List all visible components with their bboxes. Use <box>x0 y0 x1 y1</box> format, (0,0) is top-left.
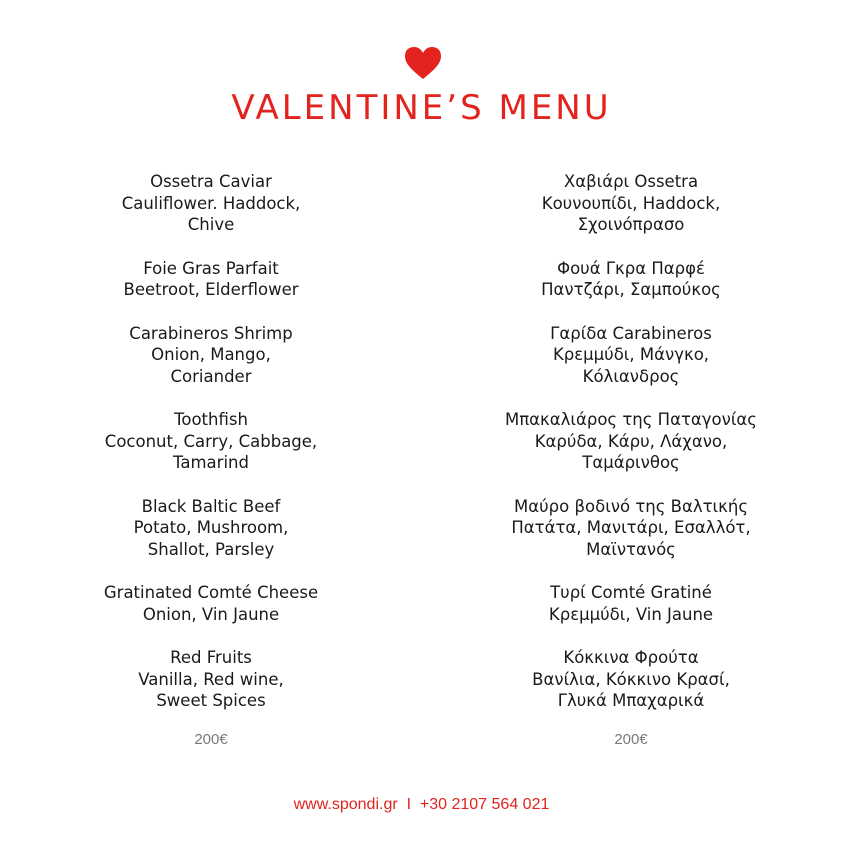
menu-item <box>466 171 796 236</box>
dish-description: Πατάτα, Μανιτάρι, Εσαλλότ, Μαϊντανός <box>511 518 751 559</box>
menu-title: VALENTINE’S MENU <box>231 88 612 128</box>
dish-description: Κρεμμύδι, Μάνγκο, Κόλιανδρος <box>552 345 710 386</box>
menu-english-column <box>46 171 376 712</box>
dish-description: Beetroot, Elderflower <box>123 280 299 299</box>
price-greek: 200€ <box>614 731 648 748</box>
dish-description: Vanilla, Red wine, Sweet Spices <box>138 669 284 710</box>
menu-item <box>46 323 376 388</box>
dish-name: Γαρίδα Carabineros <box>550 323 712 343</box>
dish-name: Red Fruits <box>170 648 252 667</box>
menu-item <box>466 258 796 301</box>
menu-item <box>46 171 376 236</box>
dish-description: Potato, Mushroom, Shallot, Parsley <box>133 518 289 559</box>
menu-greek-column <box>466 171 796 712</box>
dish-name: Black Baltic Beef <box>141 496 281 516</box>
dish-name: Ossetra Caviar <box>150 172 272 191</box>
dish-name: Μαύρο βοδινό της Βαλτικής <box>514 496 748 516</box>
dish-name: Μπακαλιάρος της Παταγονίας <box>504 410 757 429</box>
dish-description: Coconut, Carry, Cabbage, Tamarind <box>104 431 318 472</box>
dish-description: Βανίλια, Κόκκινο Κρασί, Γλυκά Μπαχαρικά <box>532 669 730 710</box>
menu-item <box>466 409 796 474</box>
menu-item <box>46 647 376 712</box>
dish-description: Παντζάρι, Σαμπούκος <box>541 280 721 299</box>
menu-item <box>466 323 796 388</box>
dish-name: Carabineros Shrimp <box>129 323 293 343</box>
dish-description: Onion, Vin Jaune <box>142 604 280 624</box>
dish-description: Κρεμμύδι, Vin Jaune <box>548 604 714 624</box>
dish-name: Foie Gras Parfait <box>143 258 279 278</box>
dish-name: Φουά Γκρα Παρφέ <box>557 258 705 278</box>
dish-name: Toothfish <box>174 410 248 429</box>
dish-description: Cauliflower. Haddock, Chive <box>121 193 301 234</box>
dish-description: Κουνουπίδι, Haddock, Σχοινόπρασο <box>541 193 721 234</box>
price-english: 200€ <box>194 731 228 748</box>
menu-item <box>46 496 376 561</box>
dish-description: Καρύδα, Κάρυ, Λάχανο, Ταμάρινθος <box>534 431 728 472</box>
menu-item <box>46 409 376 474</box>
dish-description: Onion, Mango, Coriander <box>151 345 271 386</box>
menu-item <box>466 496 796 561</box>
menu-item <box>466 647 796 712</box>
menu-item <box>46 258 376 301</box>
footer-contact: www.spondi.gr I +30 2107 564 021 <box>293 796 550 813</box>
heart-icon <box>404 46 442 80</box>
dish-name: Τυρί Comté Gratiné <box>550 583 712 602</box>
dish-name: Χαβιάρι Ossetra <box>563 172 699 191</box>
menu-item <box>46 582 376 625</box>
menu-item <box>466 582 796 625</box>
dish-name: Κόκκινα Φρούτα <box>563 648 699 667</box>
dish-name: Gratinated Comté Cheese <box>103 583 319 602</box>
